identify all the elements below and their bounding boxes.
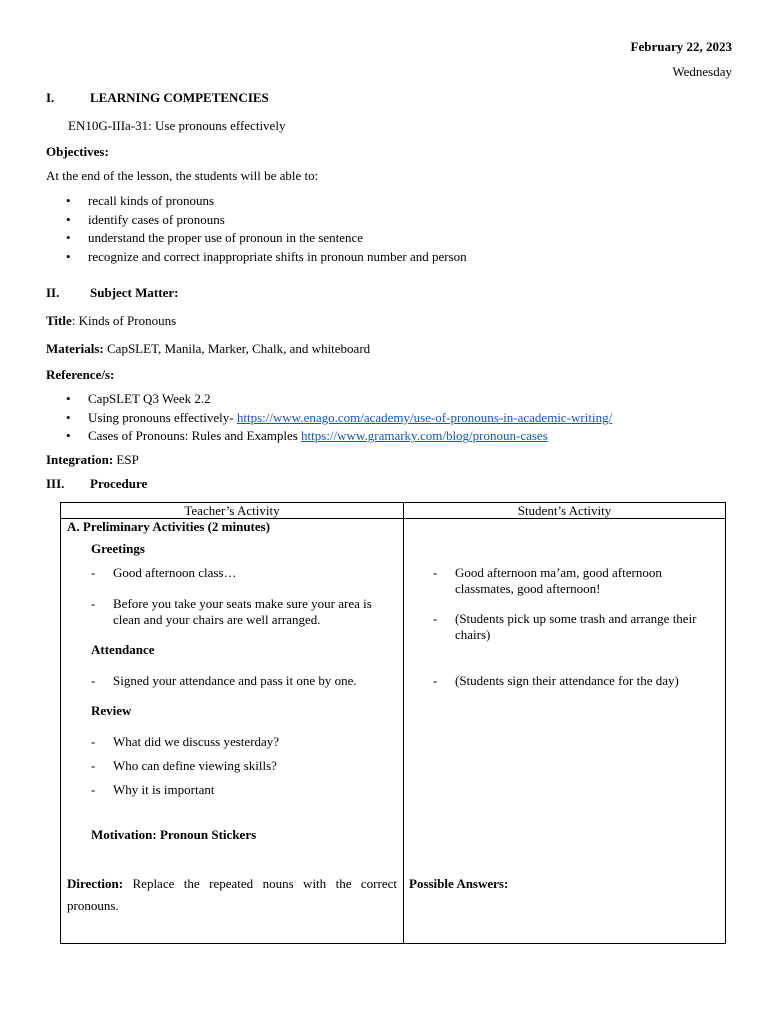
direction-label: Direction: [67,876,124,891]
lesson-date: February 22, 2023 [630,39,732,54]
integration-label: Integration: [46,452,114,467]
objectives-list [62,192,467,267]
procedure-table [60,502,726,944]
section-3-numeral: III. [46,476,65,491]
list-item: • understand the proper use of pronoun in the sentence [62,229,467,248]
teacher-review-2: Who can define viewing skills? [113,758,277,773]
lesson-day: Wednesday [672,64,732,79]
motivation-heading: Motivation: Pronoun Stickers [91,827,257,842]
list-item [62,427,612,446]
list-item: • recognize and correct inappropriate shifts in pronoun number and person [62,248,467,267]
reference-link[interactable]: https://www.enago.com/academy/use-of-pronouns-in-academic-writing/ [236,409,613,425]
bullet-dash: - [91,596,96,611]
reference-text: CapSLET Q3 Week 2.2 [88,391,211,406]
title-label: Title [46,313,72,328]
bullet-dash: - [433,611,438,626]
section-2-numeral: II. [46,285,60,300]
bullet-dash: - [91,782,96,797]
bullet-dash: - [433,565,438,580]
bullet-dash: - [91,734,96,749]
materials-label: Materials: [46,341,104,356]
reference-text: Using pronouns effectively- [88,409,237,425]
preliminary-heading: A. Preliminary Activities (2 minutes) [67,519,271,534]
list-item: • recall kinds of pronouns [62,192,467,211]
references-label: Reference/s: [46,367,115,382]
direction-body: Replace the repeated nouns with the correct pronouns. [67,876,397,913]
student-column-header: Student’s Activity [517,503,612,518]
list-item [62,409,612,428]
section-1-numeral: I. [46,90,55,105]
bullet-dash: - [91,758,96,773]
column-divider [403,503,404,943]
possible-answers-label: Possible Answers: [409,876,509,891]
teacher-attendance: Signed your attendance and pass it one by one. [113,673,357,688]
teacher-review-1: What did we discuss yesterday? [113,734,280,749]
review-heading: Review [91,703,132,718]
title-value: : Kinds of Pronouns [71,313,177,328]
materials-line [46,341,370,357]
objectives-label: Objectives: [46,144,109,159]
attendance-heading: Attendance [91,642,155,657]
teacher-greeting-2: Before you take your seats make sure your area is clean and your chairs are well arranged. [113,596,372,627]
objectives-intro: At the end of the lesson, the students will be able to: [46,168,319,183]
section-2-title: Subject Matter: [90,285,179,300]
student-attendance: (Students sign their attendance for the day) [455,673,679,688]
list-item: • identify cases of pronouns [62,211,467,230]
title-line [46,313,176,329]
bullet-dash: - [433,673,438,688]
student-greeting-1: Good afternoon ma’am, good afternoon classmates, good afternoon! [455,565,662,596]
section-3-title: Procedure [90,476,148,491]
list-item [62,390,612,409]
references-list [62,390,612,446]
materials-value: CapSLET, Manila, Marker, Chalk, and whiteboard [103,341,371,356]
reference-text: Cases of Pronouns: Rules and Examples [88,428,302,444]
greetings-heading: Greetings [91,541,145,556]
integration-value: ESP [113,452,139,467]
reference-link[interactable]: https://www.gramarky.com/blog/pronoun-cases [301,428,548,444]
competency-text: EN10G-IIIa-31: Use pronouns effectively [68,118,286,133]
teacher-column-header: Teacher’s Activity [184,503,280,518]
student-greeting-2: (Students pick up some trash and arrange their chairs) [455,611,697,642]
integration-line [46,452,139,468]
teacher-greeting-1: Good afternoon class… [113,565,237,580]
direction-text [67,873,397,917]
teacher-review-3: Why it is important [113,782,215,797]
bullet-dash: - [91,565,96,580]
bullet-dash: - [91,673,96,688]
section-1-title: LEARNING COMPETENCIES [90,90,269,105]
